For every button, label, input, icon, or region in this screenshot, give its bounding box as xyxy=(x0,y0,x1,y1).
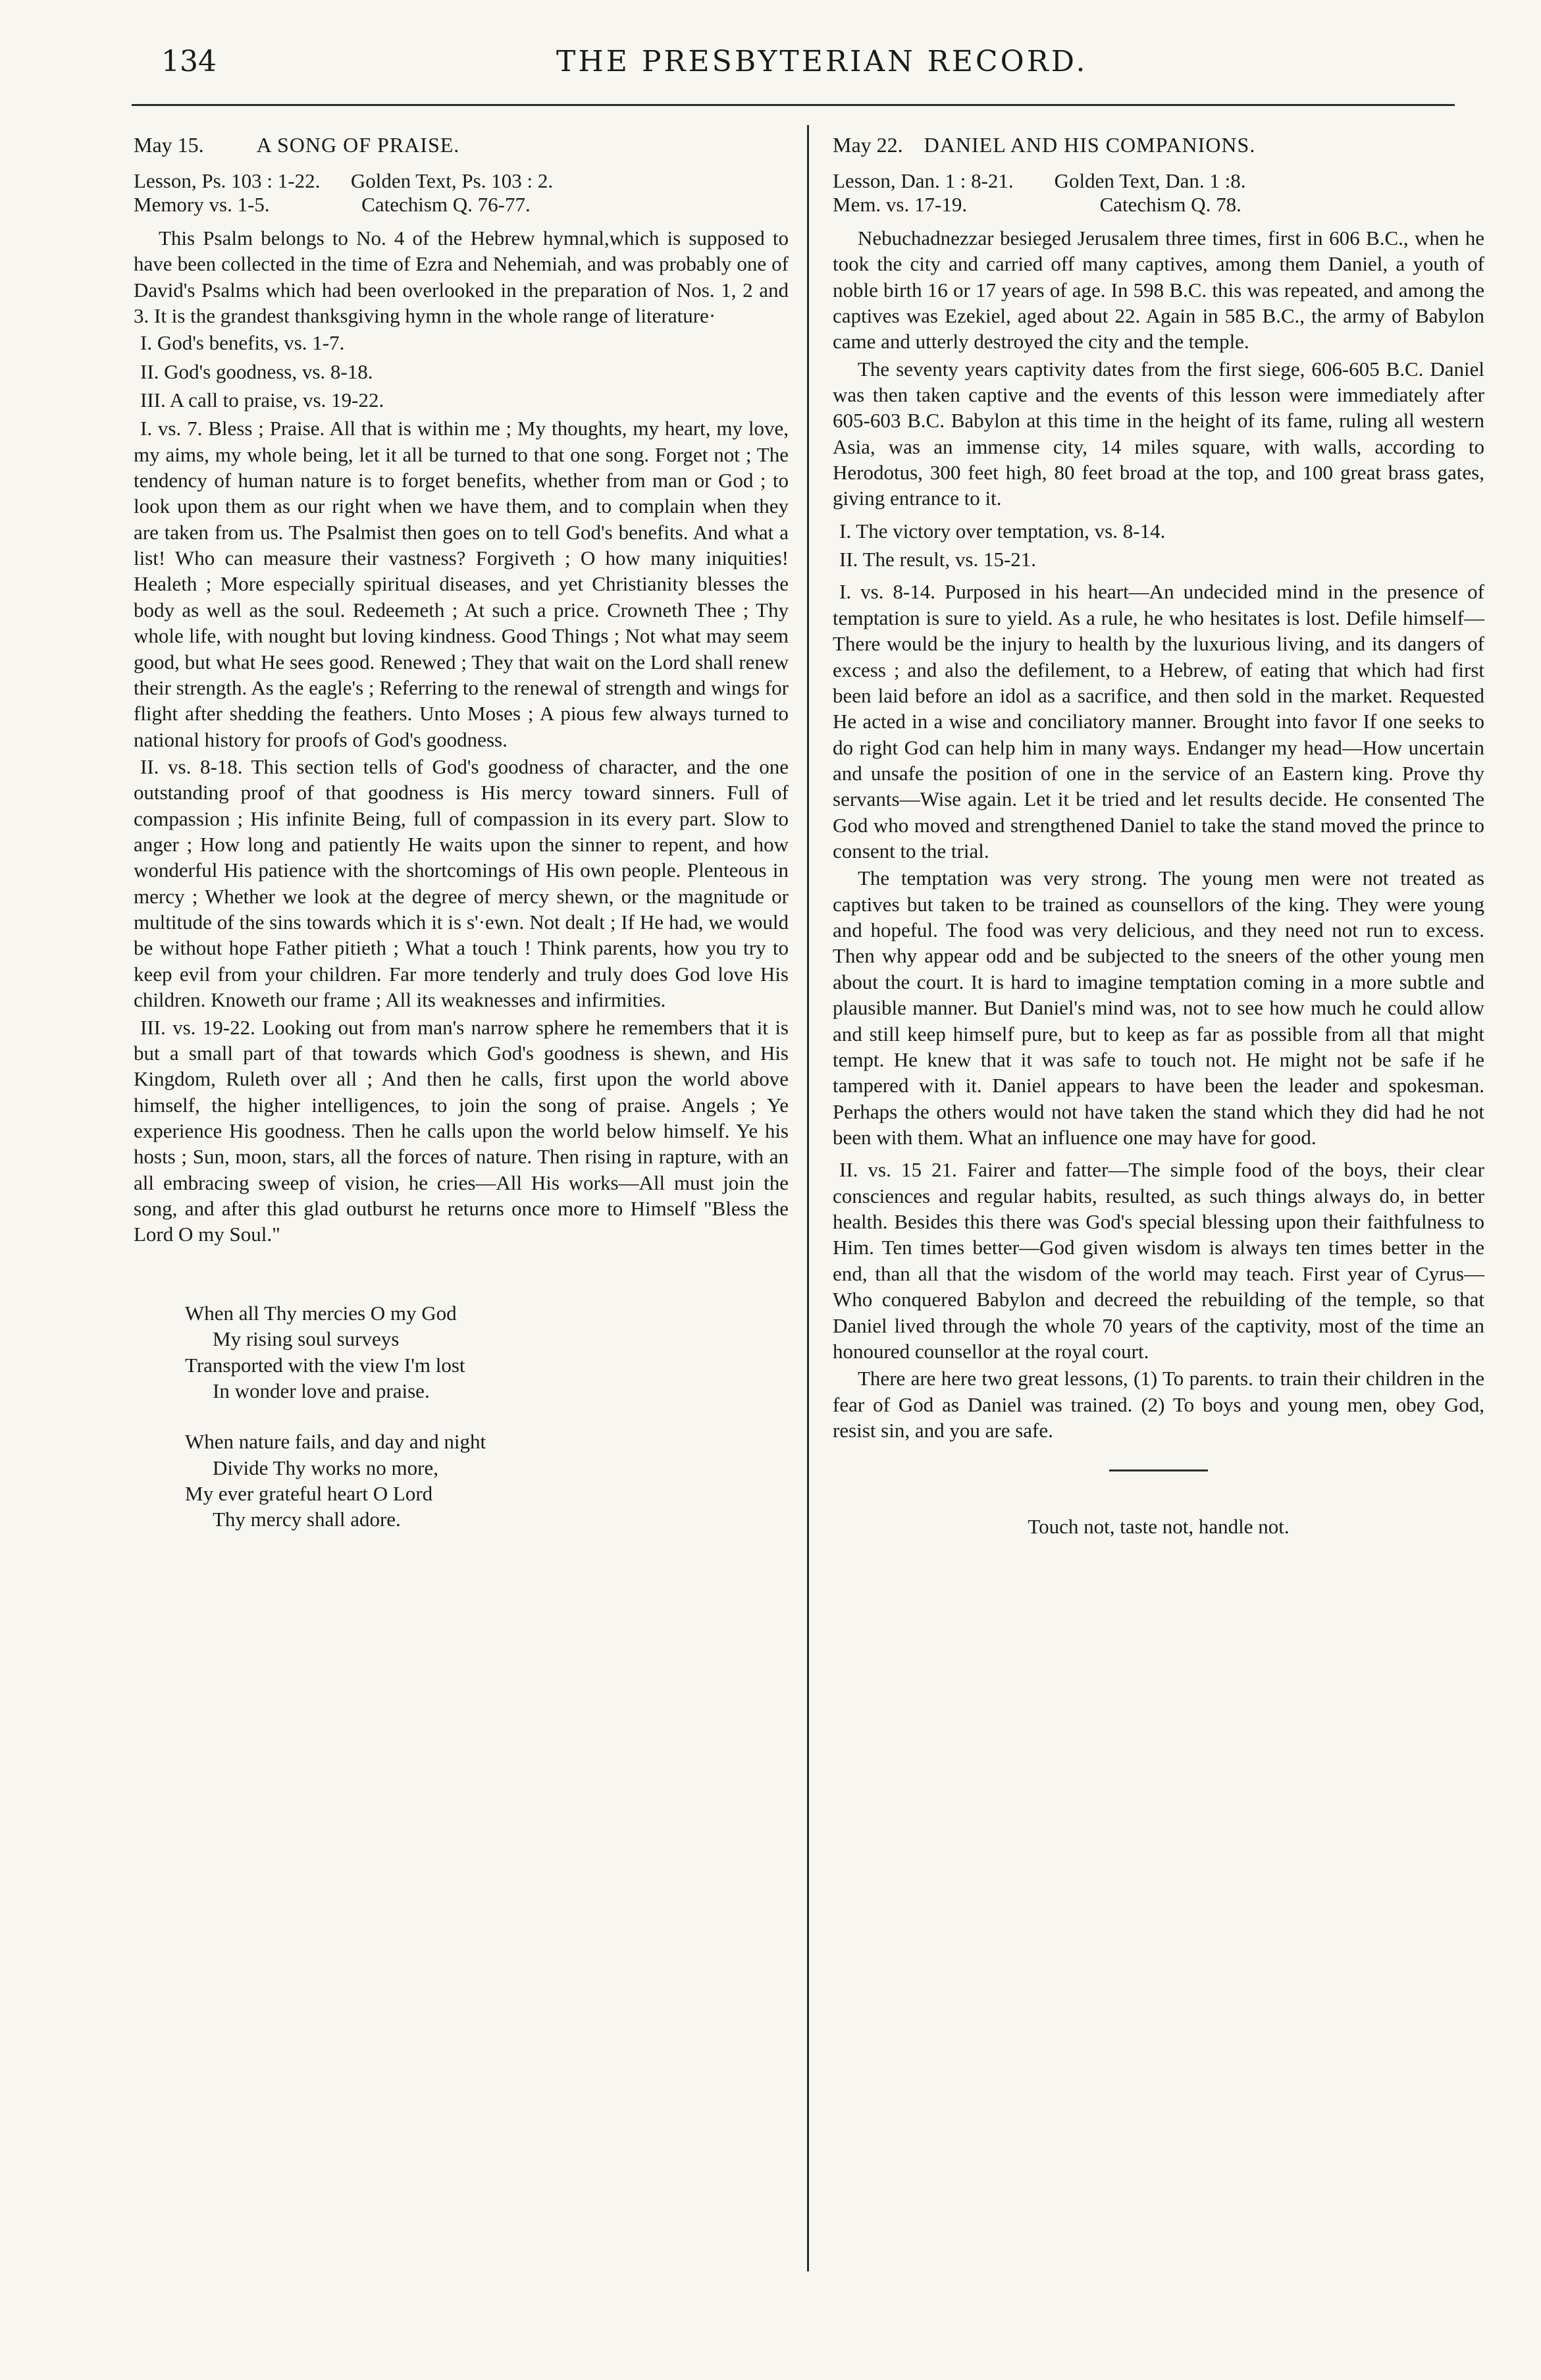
outline-item: III. A call to praise, vs. 19-22. xyxy=(140,388,384,411)
right-column-lesson xyxy=(833,132,1484,1541)
lesson-intro: Nebuchadnezzar besieged Jerusalem three times, first in 606 B.C., when he took the city and carried off many captives, among them Daniel, a youth of noble birth 16 or 17 years of age. In 598 B.C. this was repeated, and among the captives was Ezekiel, aged about 22. Again in 585 B.C., the army of Babylon came and utterly destroyed the city and the temple. xyxy=(833,226,1484,354)
lesson-references xyxy=(833,169,1484,217)
lesson-references xyxy=(134,169,789,217)
poem-line: Transported with the view I'm lost xyxy=(185,1353,465,1377)
section-paragraph: I. vs. 7. Bless ; Praise. All that is within me ; My thoughts, my heart, my love, my aims, my whole being, let it all be turned to that one song. Forget not ; The tendency of human nature is to forget benefits, whether from man or God ; to look upon them as our right when we have them, and to complain when they are taken from us. The Psalmist then goes on to tell God's benefits. And what a list! Who can measure their vastness? Forgiveth ; O how many iniquities! Healeth ; More especially spiritual diseases, and yet Christianity blesses the body as well as the soul. Redeemeth ; At such a price. Crowneth Thee ; Thy whole life, with nought but loving kindness. Good Things ; Not what may seem good, but what He sees good. Renewed ; They that wait on the Lord shall renew their strength. As the eagle's ; Referring to the renewal of strength and wings for flight after shedding the feathers. Unto Moses ; A pious few always turned to national history for proofs of God's goodness. xyxy=(134,417,789,751)
closing-paragraph: There are here two great lessons, (1) To parents. to train their children in the fear of God as Daniel was trained. (2) To boys and young men, obey God, resist sin, and you are safe. xyxy=(833,1367,1484,1442)
outline-item: I. God's benefits, vs. 1-7. xyxy=(140,331,345,355)
running-title: THE PRESBYTERIAN RECORD. xyxy=(556,45,1088,78)
page-number: 134 xyxy=(161,45,217,78)
outline-item: II. God's goodness, vs. 8-18. xyxy=(140,359,373,383)
poem-line: My ever grateful heart O Lord xyxy=(185,1481,433,1505)
poem-line: Divide Thy works no more, xyxy=(213,1456,438,1479)
lesson-intro: This Psalm belongs to No. 4 of the Hebrew hymnal,which is supposed to have been collected in the time of Ezra and Nehemiah, and was probably one of David's Psalms which had been overlooked in the preparation of Nos. 1, 2 and 3. It is the grandest thanksgiving hymn in the whole range of literature· xyxy=(134,226,789,327)
hymn-verse xyxy=(185,1300,789,1533)
lesson-title: A SONG OF PRAISE. xyxy=(256,133,460,157)
lesson-intro: The seventy years captivity dates from the first siege, 606-605 B.C. Daniel was then taken captive and the events of this lesson were immediately after 605-603 B.C. Babylon at this time in the height of its fame, ruling all western Asia, was an immense city, 14 miles square, with walls, according to Herodotus, 300 feet high, 80 feet broad at the top, and 100 great brass gates, giving entrance to it. xyxy=(833,357,1484,510)
references-line-2: Memory vs. 1-5. Catechism Q. 76-77. xyxy=(134,193,531,217)
outline-item: I. The victory over temptation, vs. 8-14. xyxy=(839,519,1166,542)
poem-line: In wonder love and praise. xyxy=(213,1379,430,1402)
lesson-heading xyxy=(833,132,1484,159)
column-divider xyxy=(807,125,809,2271)
page-header xyxy=(161,45,1478,97)
poem-line: Thy mercy shall adore. xyxy=(213,1508,401,1531)
lesson-date: May 22. xyxy=(833,133,903,157)
stanza xyxy=(185,1429,789,1532)
stanza xyxy=(185,1300,789,1404)
header-rule xyxy=(132,104,1455,106)
poem-line: My rising soul surveys xyxy=(213,1327,400,1351)
poem-line: When all Thy mercies O my God xyxy=(185,1301,457,1325)
references-line-2: Mem. vs. 17-19. Catechism Q. 78. xyxy=(833,193,1241,217)
lesson-heading xyxy=(134,132,789,159)
motto: Touch not, taste not, handle not. xyxy=(1028,1515,1290,1539)
references-line-1: Lesson, Ps. 103 : 1-22. Golden Text, Ps. 103 : 2. xyxy=(134,169,554,192)
section-paragraph: II. vs. 15 21. Fairer and fatter—The simple food of the boys, their clear consciences and regular habits, resulted, as such things always do, in better health. Besides this there was God's special blessing upon their faithfulness to Him. Ten times better—God given wisdom is always ten times better in the end, than all that the wisdom of the world may teach. First year of Cyrus—Who conquered Babylon and decreed the rebuilding of the temple, so that Daniel lived through the whole 70 years of the captivity, most of the time an honoured counsellor at the royal court. xyxy=(833,1158,1484,1363)
left-column-lesson xyxy=(134,132,789,1558)
section-rule xyxy=(1109,1469,1208,1471)
outline-item: II. The result, vs. 15-21. xyxy=(839,548,1037,571)
section-paragraph: II. vs. 8-18. This section tells of God's goodness of character, and the one outstanding proof of that goodness is His mercy toward sinners. Full of compassion ; His infinite Being, full of compassion in its every part. Slow to anger ; How long and patiently He waits upon the sinner to repent, and how wonderful His patience with the shortcomings of His own people. Plenteous in mercy ; Whether we look at the degree of mercy shewn, or the magnitude or multitude of the sins towards which it is s'·ewn. Not dealt ; If He had, we would be without hope Father pitieth ; What a touch ! Think parents, how you try to keep evil from your children. Far more tenderly and truly does God love His children. Knoweth our frame ; All its weaknesses and infirmities. xyxy=(134,754,789,1012)
poem-line: When nature fails, and day and night xyxy=(185,1430,486,1454)
section-paragraph: I. vs. 8-14. Purposed in his heart—An undecided mind in the presence of temptation is sure to yield. As a rule, he who hesitates is lost. Defile himself—There would be the injury to health by the luxurious living, and its dangers of excess ; and also the defilement, to a Hebrew, of eating that which had first been laid before an idol as a sacrifice, and then sold in the market. Requested He acted in a wise and conciliatory manner. Brought into favor If one seeks to do right God can help him in many ways. Endanger my head—How uncertain and unsafe the position of one in the service of an Eastern king. Prove thy servants—Wise again. Let it be tried and let results decide. He consented The God who moved and strengthened Daniel to take the stand moved the prince to consent to the trial. xyxy=(833,580,1484,863)
section-paragraph: The temptation was very strong. The young men were not treated as captives but taken to be trained as counsellors of the king. They were young and hopeful. The food was very delicious, and they need not run to excess. Then why appear odd and be subjected to the sneers of the other young men about the court. It is hard to imagine temptation coming in a more subtle and plausible manner. But Daniel's mind was, not to see how much he could allow and still keep himself pure, but to keep as far as possible from all that might tempt. He knew that it was safe to touch not. He might not be safe if he tampered with it. Daniel appears to have been the leader and spokesman. Perhaps the others would not have taken the stand which they did had he not been with them. What an influence one may have for good. xyxy=(833,866,1484,1149)
references-line-1: Lesson, Dan. 1 : 8-21. Golden Text, Dan. 1 :8. xyxy=(833,169,1246,192)
section-paragraph: III. vs. 19-22. Looking out from man's narrow sphere he remembers that it is but a small part of that towards which God's goodness is shewn, and His Kingdom, Ruleth over all ; And then he calls, first upon the world above himself, the higher intelligences, to join the song of praise. Angels ; Ye experience His goodness. Then he calls upon the world below himself. Ye his hosts ; Sun, moon, stars, all the forces of nature. Then rising in rapture, with an all embracing sweep of vision, he cries—All His works—All must join the song, and after this glad outburst he returns once more to Himself "Bless the Lord O my Soul." xyxy=(134,1015,789,1246)
lesson-title: DANIEL AND HIS COMPANIONS. xyxy=(924,133,1256,157)
lesson-date: May 15. xyxy=(134,133,204,157)
